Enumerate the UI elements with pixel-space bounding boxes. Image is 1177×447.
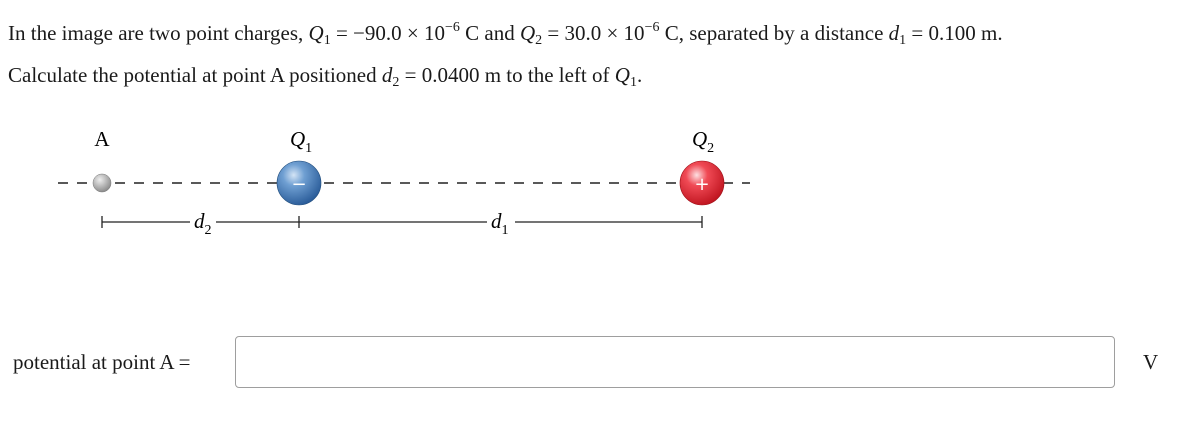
text-segment: C and [459, 21, 520, 45]
q1-sign: − [291, 174, 307, 195]
d2-subscript: 2 [392, 75, 400, 90]
q2-value: = 30.0 × 10 [542, 21, 645, 45]
potential-answer-input[interactable] [235, 336, 1115, 388]
q1-symbol: Q [614, 63, 630, 87]
d2-expression [381, 63, 615, 90]
q1-figure-label: $Q_1$ [290, 127, 313, 156]
answer-unit: V [1143, 350, 1159, 374]
q2-figure-label: $Q_2$ [692, 127, 715, 156]
charge-diagram [0, 115, 800, 275]
q2-expression [519, 20, 660, 48]
q2-exponent: −6 [644, 20, 660, 35]
q1-subscript: 1 [323, 33, 331, 48]
text-segment: . [636, 63, 643, 87]
point-a-dot [93, 174, 111, 192]
text-segment: C, separated by a distance [659, 21, 889, 45]
d1-value: = 0.100 m. [906, 21, 1003, 45]
d1-symbol: d [888, 21, 900, 45]
q1-expression [308, 20, 460, 48]
text-segment: In the image are two point charges, [8, 21, 309, 45]
q1-symbol: Q [308, 21, 324, 45]
question-line-1 [8, 10, 1168, 58]
q2-sign: + [694, 174, 710, 195]
d2-figure-label: $d_2$ [194, 209, 212, 238]
question-line-2 [8, 58, 1168, 100]
point-a-label: A [94, 127, 110, 151]
question-text [8, 10, 1168, 100]
d1-subscript: 1 [899, 33, 907, 48]
d1-expression [888, 21, 1003, 48]
q2-subscript: 2 [535, 33, 543, 48]
q2-symbol: Q [519, 21, 536, 45]
d1-figure-label: $d_1$ [491, 209, 509, 238]
d2-value: = 0.0400 m to the left of [399, 63, 615, 87]
answer-label: potential at point A = [13, 350, 191, 374]
q1-reference [614, 63, 637, 90]
q1-subscript: 1 [629, 75, 637, 90]
d2-symbol: d [381, 63, 393, 87]
q1-exponent: −6 [444, 20, 460, 35]
q1-value: = −90.0 × 10 [330, 21, 445, 45]
text-segment: Calculate the potential at point A positioned [8, 63, 382, 87]
